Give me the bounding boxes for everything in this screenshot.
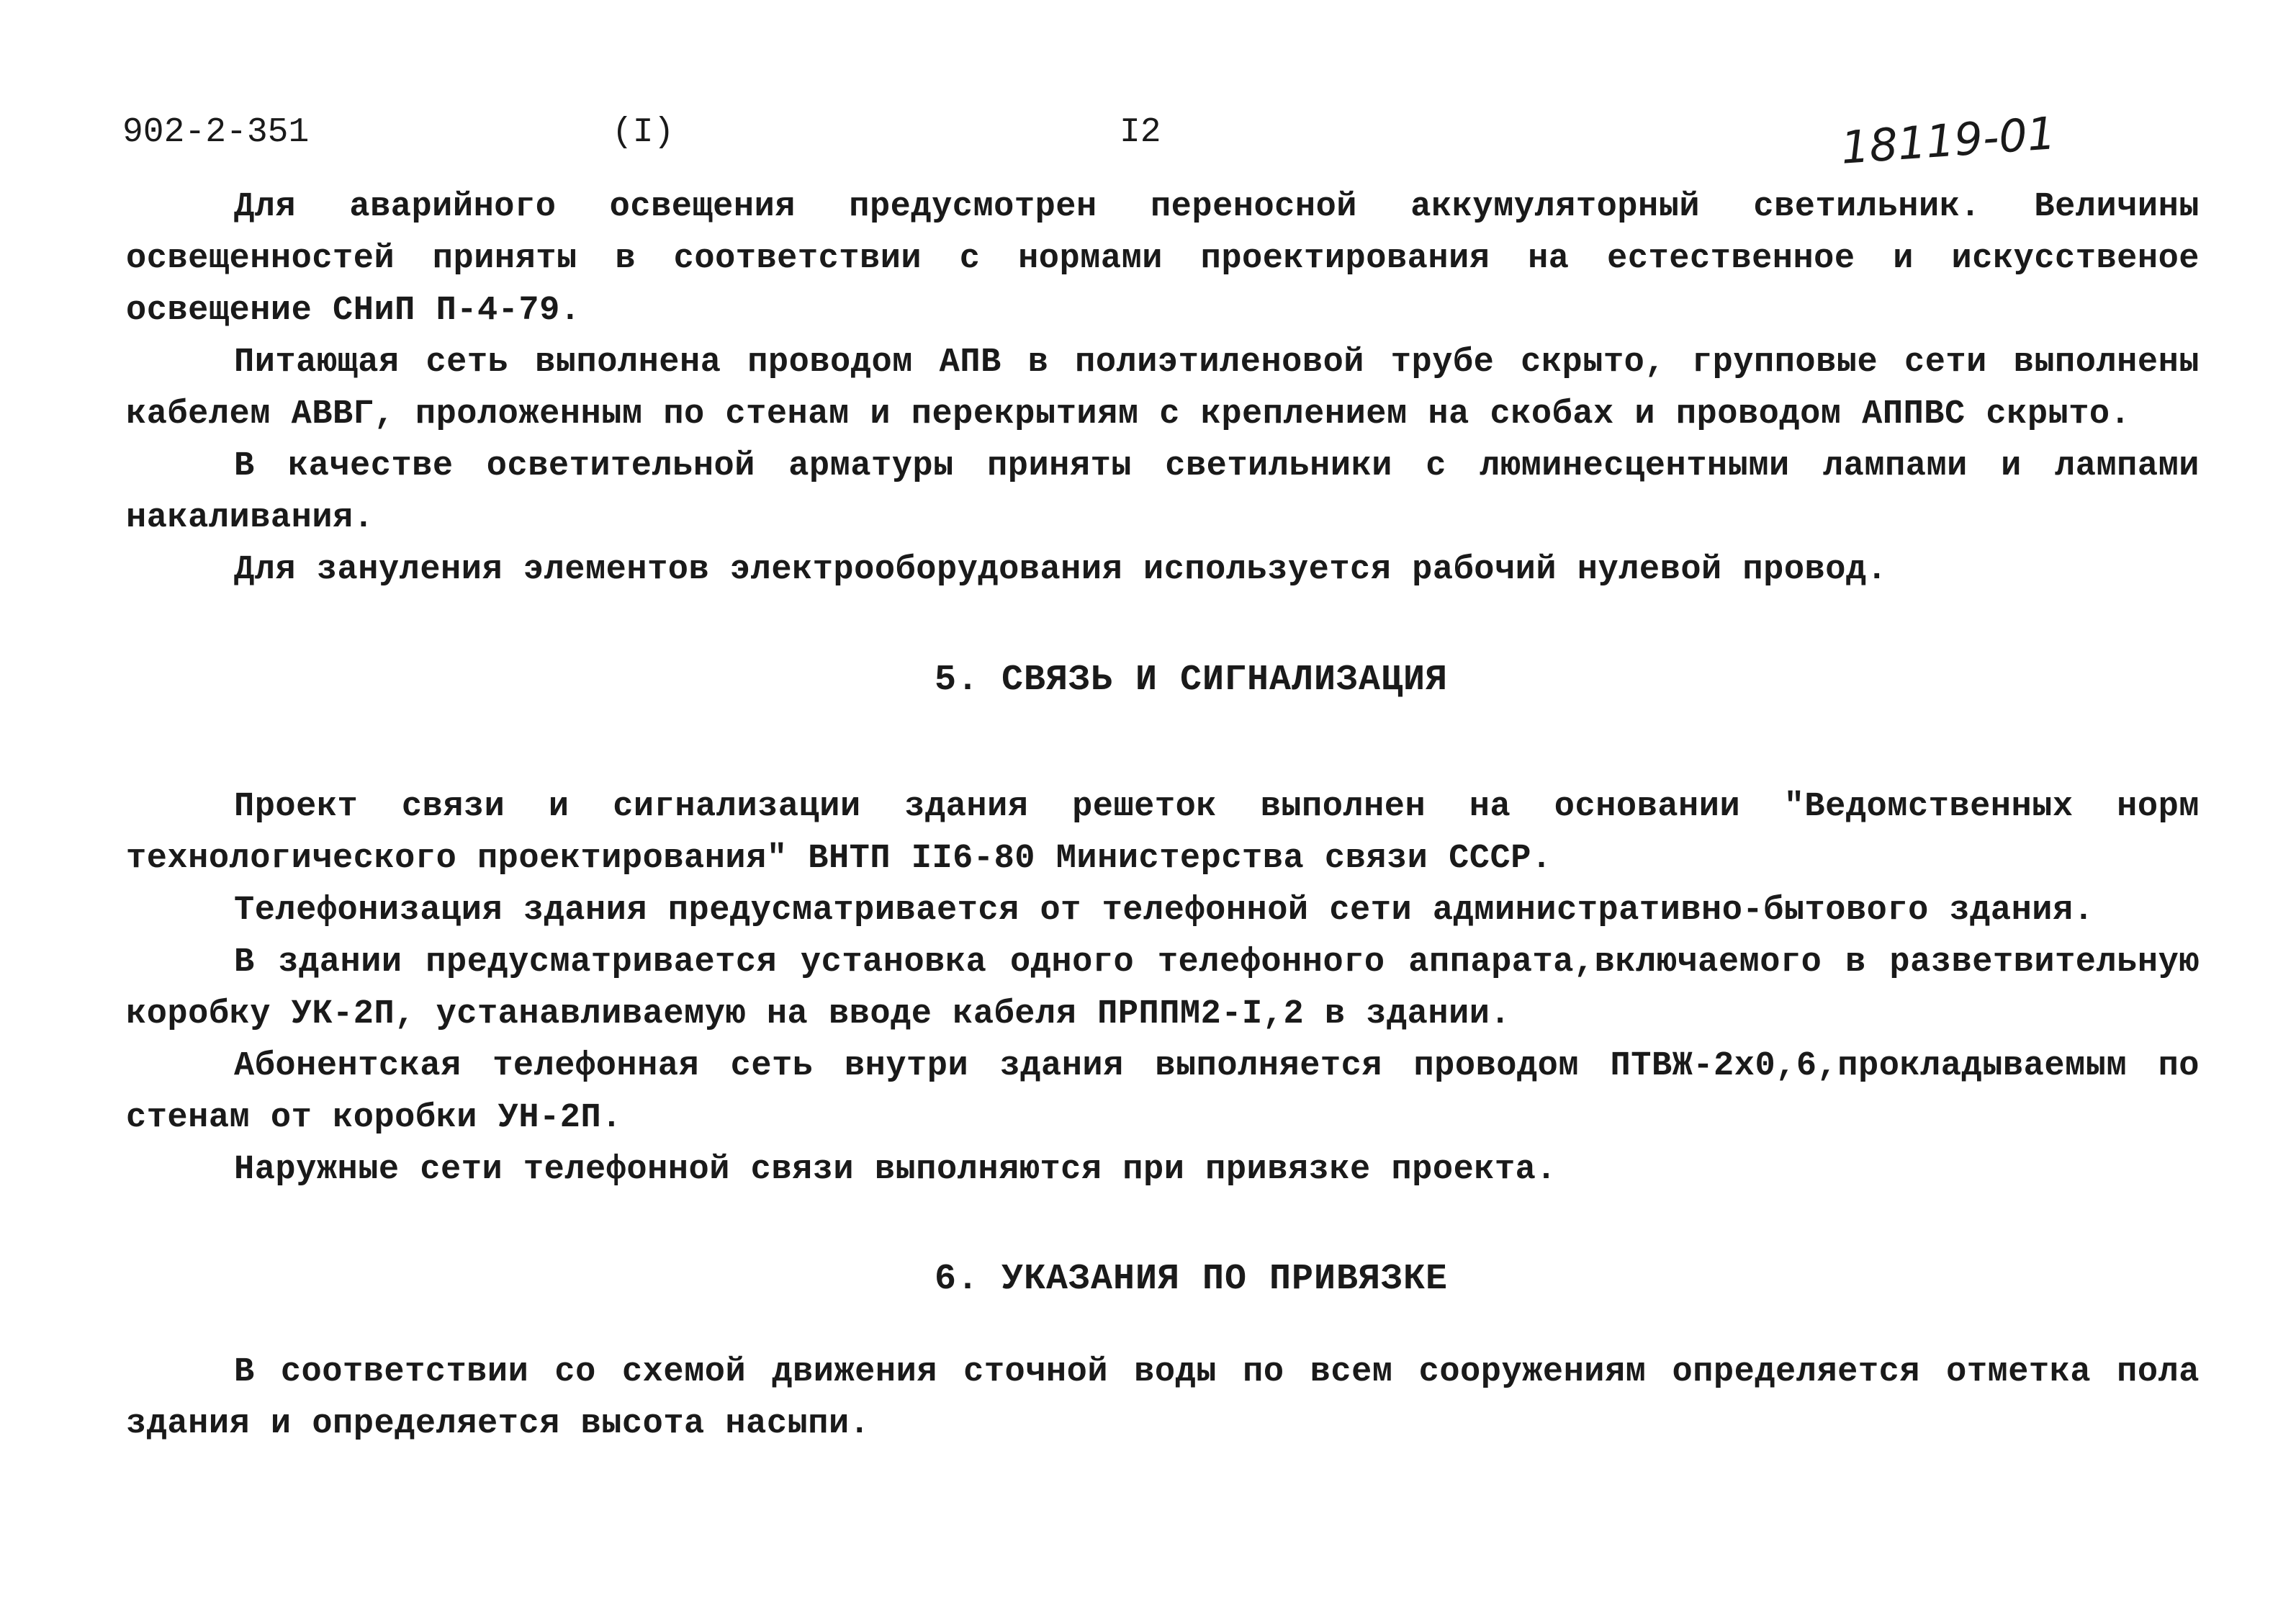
paragraph-lighting-fixtures: В качестве осветительной арматуры приняты светильники с люминесцентными лампами и лампами накаливания. (126, 447, 2200, 537)
page-number: I2 (1120, 113, 1161, 152)
paragraph-subscriber-network: Абонентская телефонная сеть внутри здания выполняется проводом ПТВЖ-2х0,6,прокладываемым по стенам от коробки УН-2П. (126, 1047, 2200, 1137)
lighting-text-block (126, 181, 2200, 596)
document-code: 902-2-351 (122, 113, 310, 152)
communications-text-block (126, 781, 2200, 1196)
paragraph-emergency-lighting: Для аварийного освещения предусмотрен переносной аккумуляторный светильник. Величины освещенностей приняты в соответствии с нормами проектирования на естественное и искусственое освещение СНиП П-4-79. (126, 188, 2200, 330)
paragraph-supply-network: Питающая сеть выполнена проводом АПВ в полиэтиленовой трубе скрыто, групповые сети выполнены кабелем АВВГ, проложенным по стенам и перекрытиям с креплением на скобах и проводом АППВС скрыто. (126, 344, 2200, 434)
handwritten-stamp-number: 18119-01 (1839, 107, 2058, 174)
section-mark: (I) (612, 113, 675, 152)
section-6-heading: 6. УКАЗАНИЯ ПО ПРИВЯЗКЕ (934, 1259, 1449, 1300)
binding-instructions-text-block (126, 1347, 2200, 1450)
paragraph-neutral-grounding: Для зануления элементов электрооборудования используется рабочий нулевой провод. (234, 551, 1888, 589)
section-5-heading: 5. СВЯЗЬ И СИГНАЛИЗАЦИЯ (934, 660, 1449, 701)
paragraph-floor-level: В соответствии со схемой движения сточной воды по всем сооружениям определяется отметка пола здания и определяется высота насыпи. (126, 1353, 2200, 1443)
paragraph-telephone-set: В здании предусматривается установка одного телефонного аппарата,включаемого в разветвительную коробку УК-2П, устанавливаемую на вводе кабеля ПРППМ2-I,2 в здании. (126, 943, 2200, 1033)
paragraph-telephone-network: Телефонизация здания предусматривается от телефонной сети административно-бытового здания. (234, 892, 2094, 930)
paragraph-communications-basis: Проект связи и сигнализации здания решеток выполнен на основании "Ведомственных норм технологического проектирования" ВНТП II6-80 Министерства связи СССР. (126, 788, 2200, 878)
paragraph-external-networks: Наружные сети телефонной связи выполняются при привязке проекта. (234, 1151, 1557, 1189)
